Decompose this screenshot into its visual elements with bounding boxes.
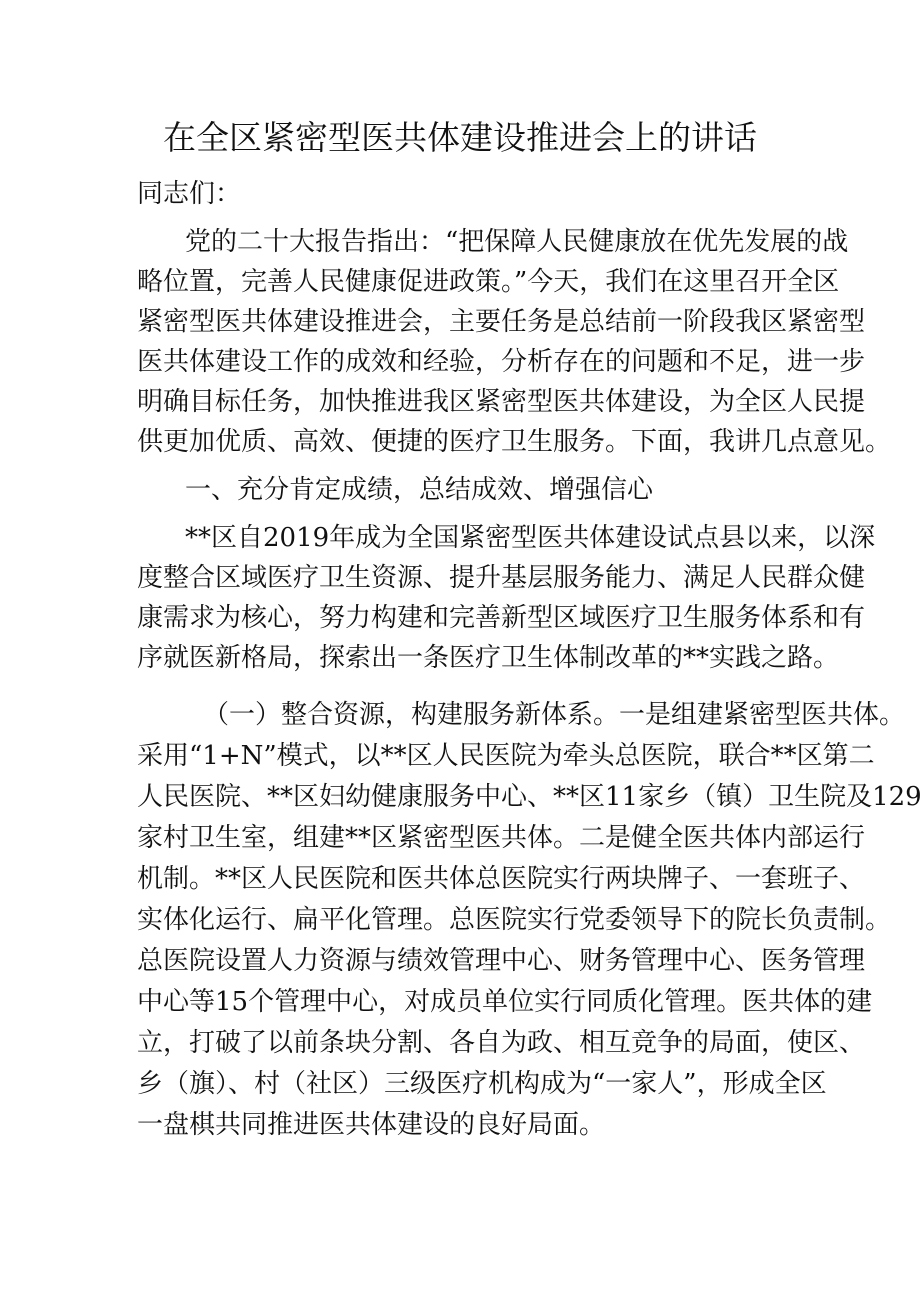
subsection1-line-11: 一盘棋共同推进医共体建设的良好局面。 (137, 1110, 606, 1140)
subsection1-line-1: （一）整合资源，构建服务新体系。一是组建紧密型医共体。 (203, 700, 906, 730)
section1-line-4: 序就医新格局，探索出一条医疗卫生体制改革的**实践之路。 (137, 643, 840, 673)
subsection1-line-7: 总医院设置人力资源与绩效管理中心、财务管理中心、医务管理 (137, 946, 866, 976)
intro-line-5: 明确目标任务，加快推进我区紧密型医共体建设，为全区人民提 (137, 387, 866, 417)
section1-line-2: 度整合区域医疗卫生资源、提升基层服务能力、满足人民群众健 (137, 563, 866, 593)
document-title: 在全区紧密型医共体建设推进会上的讲话 (163, 118, 757, 157)
intro-line-1: 党的二十大报告指出：“把保障人民健康放在优先发展的战 (185, 227, 849, 257)
subsection1-line-5: 机制。**区人民医院和医共体总医院实行两块牌子、一套班子、 (137, 864, 866, 894)
subsection1-line-9: 立，打破了以前条块分割、各自为政、相互竞争的局面，使区、 (137, 1028, 866, 1058)
salutation: 同志们： (137, 179, 242, 209)
intro-line-3: 紧密型医共体建设推进会，主要任务是总结前一阶段我区紧密型 (137, 307, 866, 337)
section1-line-1: **区自2019年成为全国紧密型医共体建设试点县以来，以深 (185, 523, 876, 553)
section1-line-3: 康需求为核心，努力构建和完善新型区域医疗卫生服务体系和有 (137, 603, 866, 633)
intro-line-6: 供更加优质、高效、便捷的医疗卫生服务。下面，我讲几点意见。 (137, 427, 892, 457)
intro-line-2: 略位置，完善人民健康促进政策。”今天，我们在这里召开全区 (137, 267, 840, 297)
subsection1-line-3: 人民医院、**区妇幼健康服务中心、**区11家乡（镇）卫生院及129 (137, 782, 922, 812)
subsection1-line-4: 家村卫生室，组建**区紧密型医共体。二是健全医共体内部运行 (137, 823, 866, 853)
subsection1-line-2: 采用“1+N”模式，以**区人民医院为牵头总医院，联合**区第二 (137, 741, 875, 771)
intro-line-4: 医共体建设工作的成效和经验，分析存在的问题和不足，进一步 (137, 347, 866, 377)
subsection1-line-10: 乡（旗）、村（社区）三级医疗机构成为“一家人”，形成全区 (137, 1069, 827, 1099)
subsection1-line-6: 实体化运行、扁平化管理。总医院实行党委领导下的院长负责制。 (137, 905, 892, 935)
subsection1-line-8: 中心等15个管理中心，对成员单位实行同质化管理。医共体的建 (137, 987, 873, 1017)
section-heading-1: 一、充分肯定成绩，总结成效、增强信心 (185, 475, 654, 505)
